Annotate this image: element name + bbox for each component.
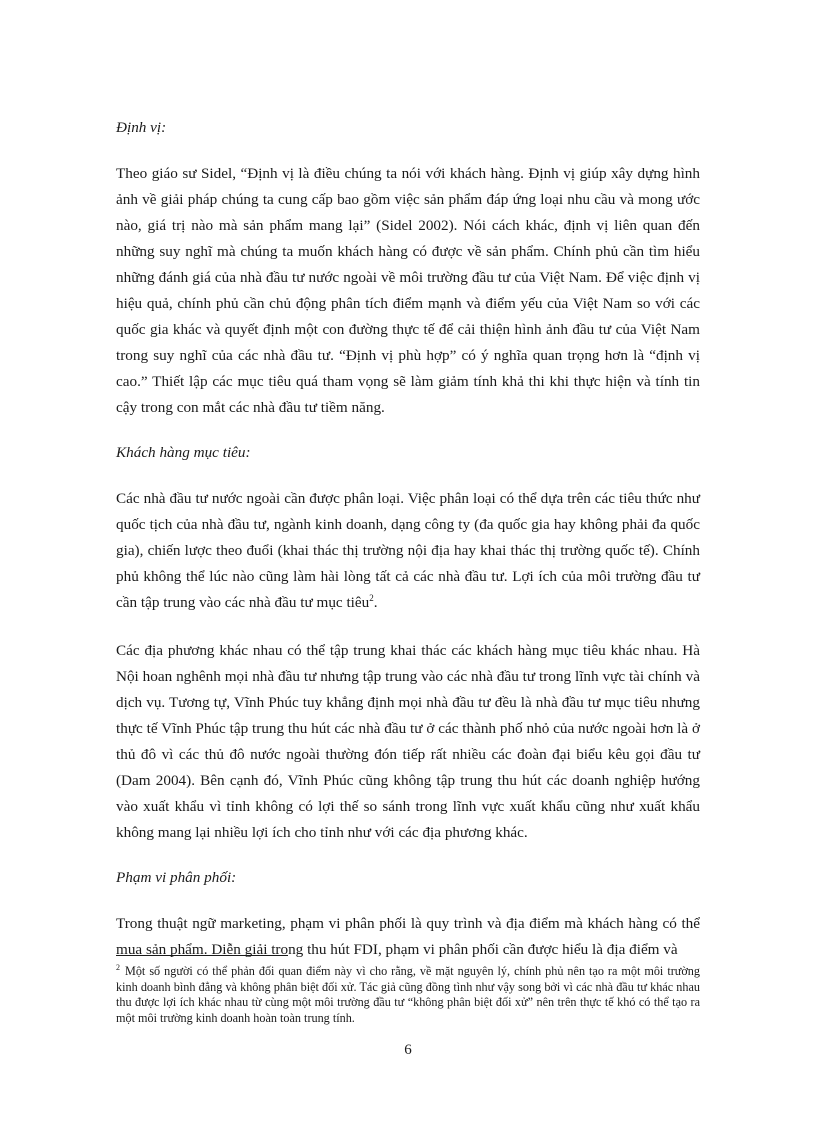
paragraph-target-customers-2: Các địa phương khác nhau có thể tập trung khai thác các khách hàng mục tiêu khác nhau. Hà Nội hoan nghênh mọi nhà đầu tư nhưng tập trung vào các nhà đầu tư trong lĩnh vực tài chính và dịch vụ. Tương tự, Vĩnh Phúc tuy khẳng định mọi nhà đầu tư đều là nhà đầu tư mục tiêu nhưng thực tế Vĩnh Phúc tập trung thu hút các nhà đầu tư ở các thành phố nhỏ của nước ngoài hơn là ở thủ đô vì các thủ đô nước ngoài thường đón tiếp rất nhiều các đoàn đại biểu kêu gọi đầu tư (Dam 2004). Bên cạnh đó, Vĩnh Phúc cũng không tập trung thu hút các doanh nghiệp hướng vào xuất khẩu vì tỉnh không có lợi thế so sánh trong lĩnh vực xuất khẩu cũng như xuất khẩu không mang lại nhiều lợi ích cho tỉnh như với các địa phương khác. bbox=[116, 642, 700, 841]
page-body bbox=[116, 118, 700, 985]
page-number: 6 bbox=[404, 1042, 412, 1058]
heading-target-customers: Khách hàng mục tiêu: bbox=[116, 444, 251, 461]
paragraph-distribution-scope: Trong thuật ngữ marketing, phạm vi phân phối là quy trình và địa điểm mà khách hàng có thể mua sản phẩm. Diễn giải trong thu hút FDI, phạm vi phân phối cần được hiểu là địa điểm và bbox=[116, 915, 700, 958]
paragraph-end: . bbox=[373, 594, 378, 611]
paragraph-positioning: Theo giáo sư Sidel, “Định vị là điều chúng ta nói với khách hàng. Định vị giúp xây dựng hình ảnh về giải pháp chúng ta cung cấp bao gồm việc sản phẩm đáp ứng loại nhu cầu và mong ước nào, giá trị nào mà sản phẩm mang lại” (Sidel 2002). Nói cách khác, định vị liên quan đến những suy nghĩ mà chúng ta muốn khách hàng có được về sản phẩm. Chính phủ cần tìm hiểu những đánh giá của nhà đầu tư nước ngoài về môi trường đầu tư của Việt Nam. Để việc định vị hiệu quả, chính phủ cần chủ động phân tích điểm mạnh và điểm yếu của Việt Nam so với các quốc gia khác và quyết định một con đường thực tế để cải thiện hình ảnh đầu tư của Việt Nam trong suy nghĩ của các nhà đầu tư. “Định vị phù hợp” có ý nghĩa quan trọng hơn là “định vị cao.” Thiết lập các mục tiêu quá tham vọng sẽ làm giảm tính khả thi khi thực hiện và tính tin cậy trong con mắt các nhà đầu tư tiềm năng. bbox=[116, 165, 700, 416]
footnote-text: Một số người có thể phản đối quan điểm này vì cho rằng, về mặt nguyên lý, chính phủ nên tạo ra một môi trường kinh doanh bình đẳng và không phân biệt đối xử. Tác giả cũng đồng tình như vậy song bởi vì các nhà đầu tư khác nhau thu được lợi ích khác nhau từ cùng một môi trường đầu tư “không phân biệt đối xử” nên trên thực tế khó có thể tạo ra một môi trường kinh doanh hoàn toàn trung tính. bbox=[116, 964, 700, 1025]
footnote-divider bbox=[116, 955, 288, 956]
footnote-reference: 2 bbox=[369, 592, 374, 603]
footnote bbox=[116, 964, 700, 1026]
footnote-number: 2 bbox=[116, 962, 120, 972]
heading-distribution-scope: Phạm vi phân phối: bbox=[116, 869, 237, 886]
heading-positioning: Định vị: bbox=[116, 119, 167, 136]
paragraph-text: Các nhà đầu tư nước ngoài cần được phân loại. Việc phân loại có thể dựa trên các tiêu thức như quốc tịch của nhà đầu tư, ngành kinh doanh, dạng công ty (đa quốc gia hay không phải đa quốc gia), chiến lược theo đuổi (khai thác thị trường nội địa hay khai thác thị trường quốc tế). Chính phủ không thể lúc nào cũng làm hài lòng tất cả các nhà đầu tư. Lợi ích của môi trường đầu tư cần tập trung vào các nhà đầu tư mục tiêu bbox=[116, 490, 700, 611]
paragraph-target-customers-1 bbox=[116, 486, 700, 616]
